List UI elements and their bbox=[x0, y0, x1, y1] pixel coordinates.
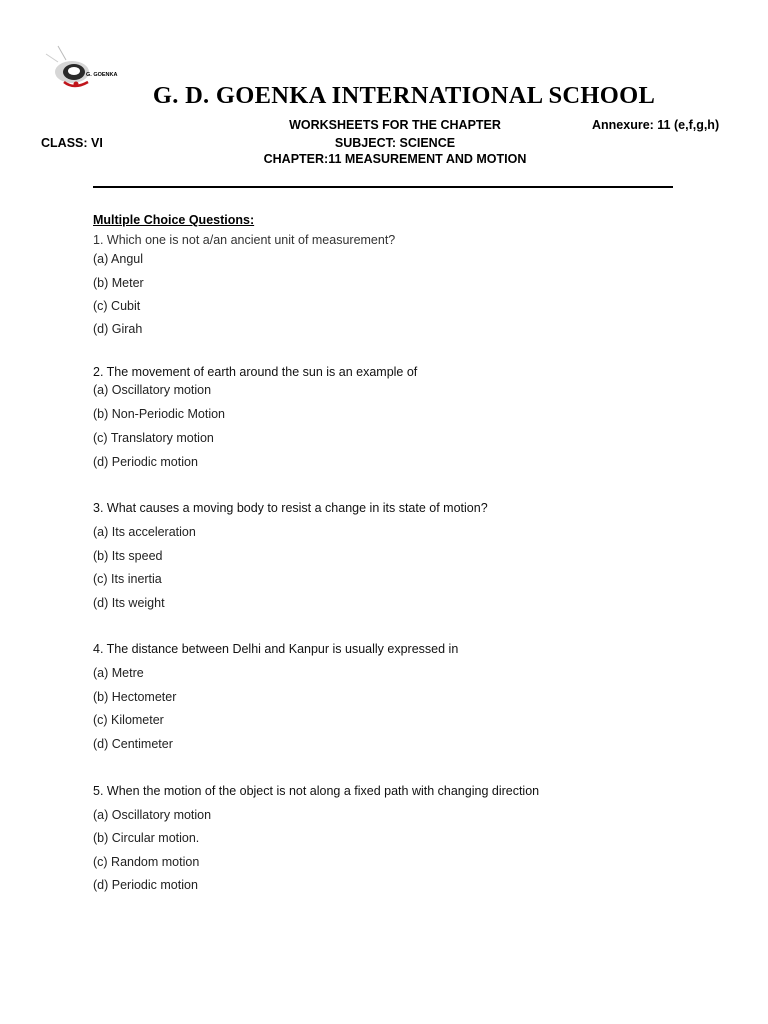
section-title: Multiple Choice Questions: bbox=[93, 213, 255, 227]
q4-option-a: (a) Metre bbox=[93, 666, 144, 680]
chapter-label: CHAPTER:11 MEASUREMENT AND MOTION bbox=[263, 152, 527, 166]
q3-option-c: (c) Its inertia bbox=[93, 572, 162, 586]
q3-option-b: (b) Its speed bbox=[93, 549, 163, 563]
q5-option-c: (c) Random motion bbox=[93, 855, 200, 869]
q1-option-b: (b) Meter bbox=[93, 276, 144, 290]
subject-label: SUBJECT: SCIENCE bbox=[334, 136, 456, 150]
q5-option-b: (b) Circular motion. bbox=[93, 831, 200, 845]
q4-option-b: (b) Hectometer bbox=[93, 690, 177, 704]
question-2: 2. The movement of earth around the sun is an example of bbox=[93, 365, 418, 379]
annexure-label: Annexure: 11 (e,f,g,h) bbox=[592, 118, 720, 132]
question-3: 3. What causes a moving body to resist a change in its state of motion? bbox=[93, 501, 488, 515]
question-5: 5. When the motion of the object is not along a fixed path with changing direction bbox=[93, 784, 540, 798]
question-4: 4. The distance between Delhi and Kanpur is usually expressed in bbox=[93, 642, 459, 656]
q2-option-b: (b) Non-Periodic Motion bbox=[93, 407, 225, 421]
logo-text: G. GOENKA bbox=[86, 72, 118, 78]
question-1: 1. Which one is not a/an ancient unit of measurement? bbox=[93, 233, 396, 247]
q2-option-d: (d) Periodic motion bbox=[93, 455, 198, 469]
q3-option-d: (d) Its weight bbox=[93, 596, 165, 610]
q2-option-a: (a) Oscillatory motion bbox=[93, 383, 212, 397]
q4-option-c: (c) Kilometer bbox=[93, 713, 164, 727]
q1-option-d: (d) Girah bbox=[93, 322, 143, 336]
q5-option-d: (d) Periodic motion bbox=[93, 878, 198, 892]
q3-option-a: (a) Its acceleration bbox=[93, 525, 196, 539]
q2-option-c: (c) Translatory motion bbox=[93, 431, 214, 445]
q1-option-c: (c) Cubit bbox=[93, 299, 141, 313]
q4-option-d: (d) Centimeter bbox=[93, 737, 173, 751]
header-divider bbox=[93, 186, 673, 188]
class-label: CLASS: VI bbox=[41, 136, 103, 150]
worksheet-title: WORKSHEETS FOR THE CHAPTER bbox=[289, 118, 501, 132]
q1-option-a: (a) Angul bbox=[93, 252, 144, 266]
q5-option-a: (a) Oscillatory motion bbox=[93, 808, 212, 822]
school-name: G. D. GOENKA INTERNATIONAL SCHOOL bbox=[152, 82, 656, 109]
